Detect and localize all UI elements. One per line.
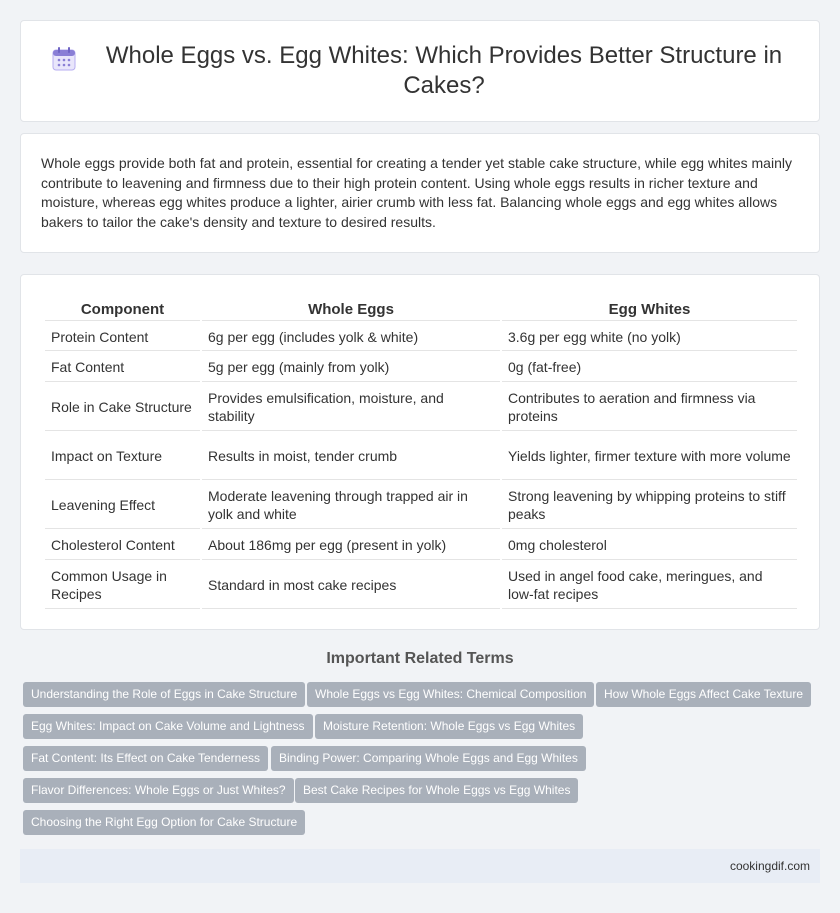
table-row [45, 482, 797, 529]
related-term-tag[interactable]: Egg Whites: Impact on Cake Volume and Lightness [23, 714, 313, 739]
table-row [45, 531, 797, 560]
table-cell: Results in moist, tender crumb [202, 433, 500, 480]
related-term-tag[interactable]: Binding Power: Comparing Whole Eggs and Egg Whites [271, 746, 586, 771]
footer [20, 849, 820, 883]
table-cell: 3.6g per egg white (no yolk) [502, 323, 797, 351]
table-row [45, 384, 797, 431]
intro-card [20, 133, 820, 253]
related-terms-title: Important Related Terms [326, 650, 514, 667]
related-term-tag[interactable]: Whole Eggs vs Egg Whites: Chemical Composition [307, 682, 594, 707]
table-cell: Fat Content [45, 353, 200, 382]
column-header-whole-eggs: Whole Eggs [202, 297, 500, 321]
table-row [45, 353, 797, 382]
calendar-icon [50, 45, 78, 73]
comparison-table-card [20, 274, 820, 630]
related-term-tag[interactable]: Choosing the Right Egg Option for Cake Structure [23, 810, 305, 835]
table-row [45, 323, 797, 351]
footer-site-name: cookingdif.com [729, 859, 810, 873]
related-term-tag[interactable]: Fat Content: Its Effect on Cake Tenderness [23, 746, 268, 771]
table-cell: 0g (fat-free) [502, 353, 797, 382]
intro-paragraph: Whole eggs provide both fat and protein, essential for creating a tender yet stable cake structure, while egg whites mainly contribute to leavening and firmness due to their high protein content. Using whole eggs results in richer texture and moisture, whereas egg whites produce a lighter, airier crumb with less fat. Balancing whole eggs and egg whites allows bakers to tailor the cake's density and texture to desired results. [41, 155, 792, 230]
header-card [20, 20, 820, 122]
related-term-tag[interactable]: Moisture Retention: Whole Eggs vs Egg Whites [315, 714, 583, 739]
column-header-egg-whites: Egg Whites [502, 297, 797, 321]
table-header-row [45, 297, 797, 321]
related-term-tag[interactable]: Best Cake Recipes for Whole Eggs vs Egg Whites [295, 778, 578, 803]
comparison-table [43, 295, 799, 611]
table-cell: Role in Cake Structure [45, 384, 200, 431]
table-cell: Contributes to aeration and firmness via proteins [502, 384, 797, 431]
table-cell: Used in angel food cake, meringues, and low-fat recipes [502, 562, 797, 609]
table-cell: 6g per egg (includes yolk & white) [202, 323, 500, 351]
table-cell: Provides emulsification, moisture, and stability [202, 384, 500, 431]
related-term-tag[interactable]: How Whole Eggs Affect Cake Texture [596, 682, 811, 707]
table-cell: Leavening Effect [45, 482, 200, 529]
table-row [45, 433, 797, 480]
title-wrap [50, 41, 790, 101]
table-cell: Strong leavening by whipping proteins to stiff peaks [502, 482, 797, 529]
table-cell: Impact on Texture [45, 433, 200, 480]
related-term-tag[interactable]: Understanding the Role of Eggs in Cake Structure [23, 682, 305, 707]
table-cell: Standard in most cake recipes [202, 562, 500, 609]
table-cell: Cholesterol Content [45, 531, 200, 560]
table-cell: Moderate leavening through trapped air in yolk and white [202, 482, 500, 529]
table-cell: About 186mg per egg (present in yolk) [202, 531, 500, 560]
table-cell: Common Usage in Recipes [45, 562, 200, 609]
column-header-component: Component [45, 297, 200, 321]
table-cell: Protein Content [45, 323, 200, 351]
table-cell: Yields lighter, firmer texture with more volume [502, 433, 797, 480]
table-row [45, 562, 797, 609]
page-title: Whole Eggs vs. Egg Whites: Which Provides Better Structure in Cakes? [105, 42, 783, 99]
table-cell: 0mg cholesterol [502, 531, 797, 560]
related-term-tag[interactable]: Flavor Differences: Whole Eggs or Just Whites? [23, 778, 294, 803]
table-cell: 5g per egg (mainly from yolk) [202, 353, 500, 382]
